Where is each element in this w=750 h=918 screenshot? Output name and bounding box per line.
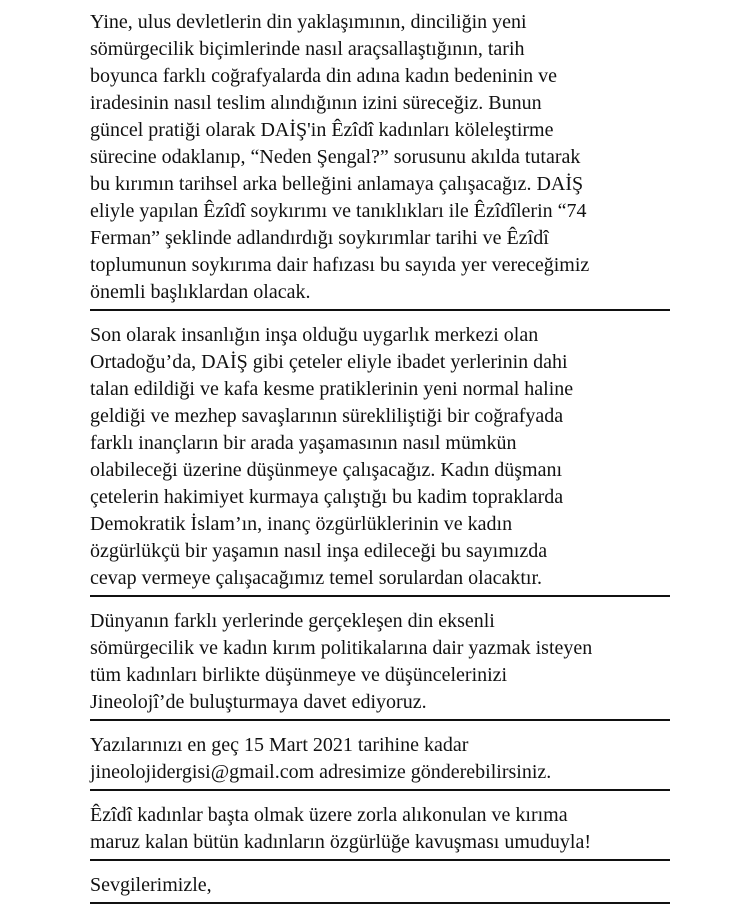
text-line: farklı inançların bir arada yaşamasının nasıl mümkün	[90, 432, 517, 454]
text-line: önemli başlıklardan olacak.	[90, 281, 311, 303]
text-line: sömürgecilik biçimlerinde nasıl araçsallaştığının, tarih	[90, 38, 525, 60]
text-line: jineolojidergisi@gmail.com adresimize gönderebilirsiniz.	[90, 761, 552, 783]
text-line: cevap vermeye çalışacağımız temel sorulardan olacaktır.	[90, 567, 543, 589]
text-line: Êzîdî kadınlar başta olmak üzere zorla alıkonulan ve kırıma	[90, 804, 568, 826]
text-line: güncel pratiği olarak DAİŞ'in Êzîdî kadınları köleleştirme	[90, 119, 554, 141]
text-line: Sevgilerimizle,	[90, 874, 212, 896]
text-line: boyunca farklı coğrafyalarda din adına kadın bedeninin ve	[90, 65, 558, 87]
text-line: toplumunun soykırıma dair hafızası bu sayıda yer vereceğimiz	[90, 254, 590, 276]
text-line: Dünyanın farklı yerlerinde gerçekleşen din eksenli	[90, 610, 495, 632]
text-line: talan edildiği ve kafa kesme pratiklerinin yeni normal haline	[90, 378, 574, 400]
text-line: çetelerin hakimiyet kurmaya çalıştığı bu kadim topraklarda	[90, 486, 564, 508]
text-line: iradesinin nasıl teslim alındığının izini süreceğiz. Bunun	[90, 92, 542, 114]
text-line: Son olarak insanlığın inşa olduğu uygarlık merkezi olan	[90, 324, 539, 346]
text-line: sömürgecilik ve kadın kırım politikalarına dair yazmak isteyen	[90, 637, 593, 659]
text-line: Yazılarınızı en geç 15 Mart 2021 tarihine kadar	[90, 734, 469, 756]
paragraph-invitation	[90, 608, 670, 721]
paragraph-coexistence	[90, 322, 670, 597]
paragraph-hope	[90, 802, 670, 861]
text-line: eliyle yapılan Êzîdî soykırımı ve tanıklıkları ile Êzîdîlerin “74	[90, 200, 587, 222]
text-line: Jineolojî’de buluşturmaya davet ediyoruz.	[90, 691, 427, 713]
paragraph-signoff	[90, 872, 670, 904]
text-line: olabileceği üzerine düşünmeye çalışacağız. Kadın düşmanı	[90, 459, 563, 481]
paragraph-deadline	[90, 732, 670, 791]
text-line: sürecine odaklanıp, “Neden Şengal?” sorusunu akılda tutarak	[90, 146, 581, 168]
paragraph-scope	[90, 9, 670, 311]
text-line: özgürlükçü bir yaşamın nasıl inşa edileceği bu sayımızda	[90, 540, 548, 562]
text-line: geldiği ve mezhep savaşlarının sürekliliştiği bir coğrafyada	[90, 405, 564, 427]
text-line: tüm kadınları birlikte düşünmeye ve düşüncelerinizi	[90, 664, 508, 686]
text-line: bu kırımın tarihsel arka belleğini anlamaya çalışacağız. DAİŞ	[90, 173, 584, 195]
text-line: Yine, ulus devletlerin din yaklaşımının, dinciliğin yeni	[90, 11, 527, 33]
text-line: Ferman” şeklinde adlandırdığı soykırımlar tarihi ve Êzîdî	[90, 227, 549, 249]
text-line: maruz kalan bütün kadınların özgürlüğe kavuşması umuduyla!	[90, 831, 591, 853]
text-line: Demokratik İslam’ın, inanç özgürlüklerinin ve kadın	[90, 513, 513, 535]
document-body	[90, 9, 670, 915]
text-line: Ortadoğu’da, DAİŞ gibi çeteler eliyle ibadet yerlerinin dahi	[90, 351, 568, 373]
